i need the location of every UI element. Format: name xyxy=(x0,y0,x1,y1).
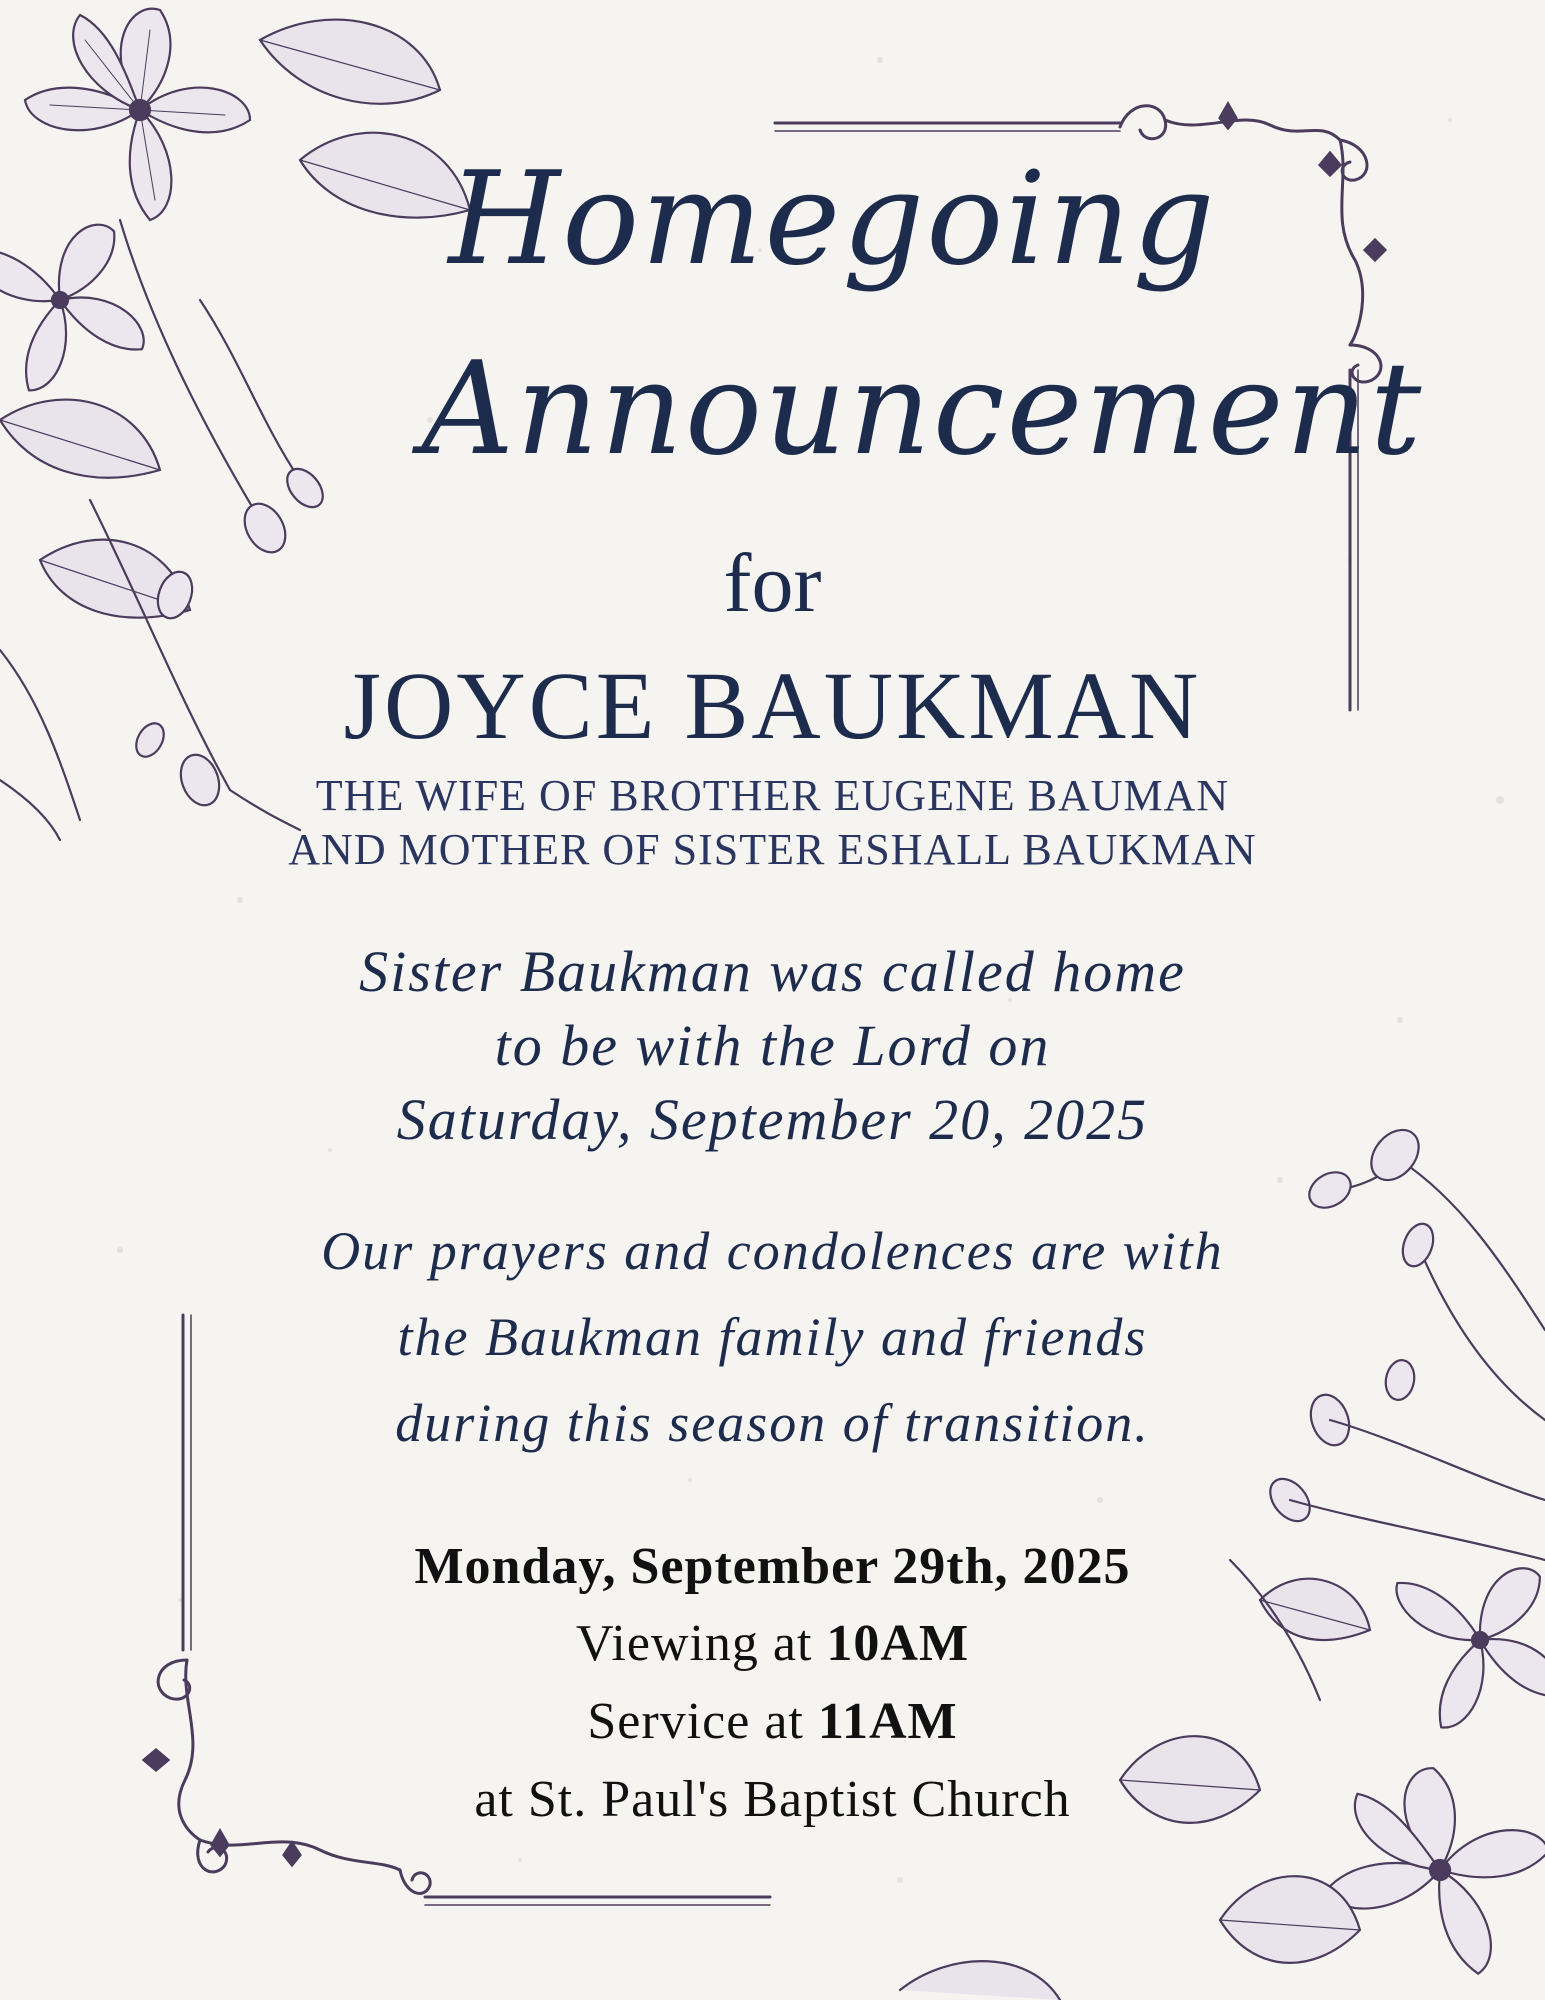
prayer-line-3: during this season of transition. xyxy=(395,1393,1150,1453)
title-line-1: Homegoing xyxy=(448,145,1217,294)
service-time: 11AM xyxy=(817,1693,958,1750)
service-time-line xyxy=(0,1692,1545,1751)
service-prefix: Service at xyxy=(587,1693,804,1750)
called-home-line-3: Saturday, September 20, 2025 xyxy=(396,1087,1149,1152)
service-location: at St. Paul's Baptist Church xyxy=(474,1771,1071,1828)
called-home-line-2: to be with the Lord on xyxy=(494,1013,1051,1078)
called-home-line-1: Sister Baukman was called home xyxy=(359,939,1186,1004)
for-text: for xyxy=(723,537,822,630)
relation-line-1: THE WIFE OF BROTHER EUGENE BAUMAN xyxy=(315,771,1230,820)
relation-line-2: AND MOTHER OF SISTER ESHALL BAUKMAN xyxy=(288,825,1257,874)
prayer-line-2: the Baukman family and friends xyxy=(397,1307,1148,1367)
viewing-time: 10AM xyxy=(826,1615,970,1672)
deceased-name: JOYCE BAUKMAN xyxy=(343,652,1202,759)
viewing-time-line xyxy=(0,1614,1545,1673)
viewing-prefix: Viewing at xyxy=(575,1615,813,1672)
title-line-2: Announcement xyxy=(421,335,1424,484)
prayer-line-1: Our prayers and condolences are with xyxy=(321,1221,1224,1281)
service-date: Monday, September 29th, 2025 xyxy=(414,1538,1131,1595)
